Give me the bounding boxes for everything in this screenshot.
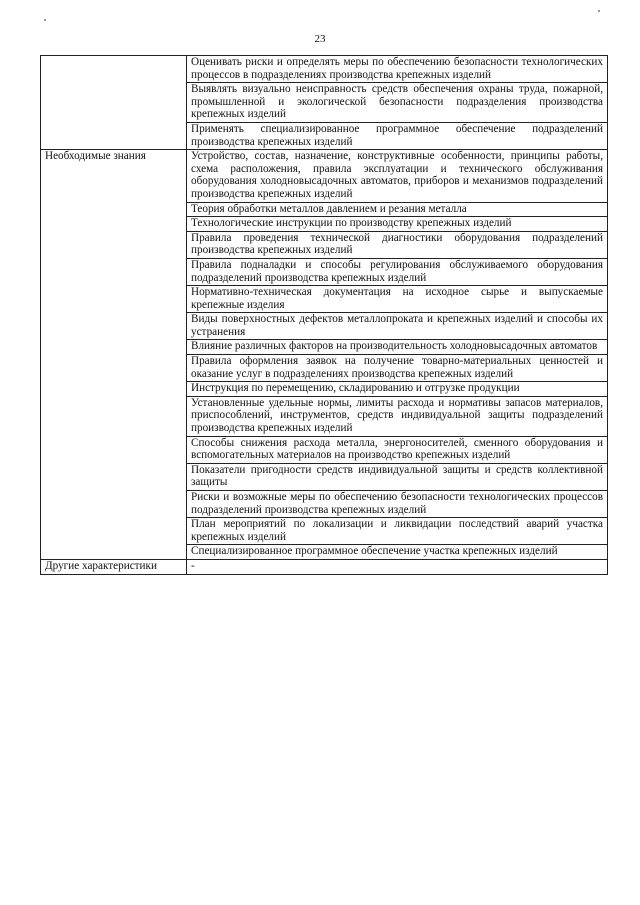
row-content-cell: Специализированное программное обеспечение участка крепежных изделий <box>187 545 608 560</box>
row-label-cell <box>41 436 187 463</box>
row-label-cell <box>41 231 187 258</box>
row-label-cell <box>41 286 187 313</box>
row-label-cell <box>41 382 187 397</box>
row-label-cell <box>41 355 187 382</box>
table-row <box>41 559 608 574</box>
section-label-other-characteristics: Другие характеристики <box>41 559 187 574</box>
row-content-cell: Правила подналадки и способы регулирования обслуживаемого оборудования подразделений производства крепежных изделий <box>187 258 608 285</box>
table-row <box>41 202 608 217</box>
table-row <box>41 382 608 397</box>
row-content-cell: Правила проведения технической диагностики оборудования подразделений производства крепежных изделий <box>187 231 608 258</box>
row-content-cell: Виды поверхностных дефектов металлопроката и крепежных изделий и способы их устранения <box>187 313 608 340</box>
table-row <box>41 545 608 560</box>
scan-dot <box>44 19 46 21</box>
knowledge-table <box>40 55 608 575</box>
table-row <box>41 217 608 232</box>
table-row <box>41 313 608 340</box>
row-label-cell <box>41 396 187 436</box>
table-row <box>41 83 608 123</box>
table-row <box>41 396 608 436</box>
row-content-cell: Способы снижения расхода металла, энергоносителей, сменного оборудования и вспомогательных материалов на производство крепежных изделий <box>187 436 608 463</box>
row-label-cell <box>41 217 187 232</box>
row-content-cell: Риски и возможные меры по обеспечению безопасности технологических процессов подразделений производства крепежных изделий <box>187 491 608 518</box>
row-content-cell: Инструкция по перемещению, складированию и отгрузке продукции <box>187 382 608 397</box>
row-content-cell: Показатели пригодности средств индивидуальной защиты и средств коллективной защиты <box>187 463 608 490</box>
scan-dot <box>598 10 600 12</box>
table-row <box>41 340 608 355</box>
row-content-cell: Оценивать риски и определять меры по обеспечению безопасности технологических процессов в подразделениях производства крепежных изделий <box>187 56 608 83</box>
table-row <box>41 122 608 149</box>
row-label-cell <box>41 545 187 560</box>
row-label-cell <box>41 56 187 83</box>
table-row <box>41 491 608 518</box>
row-label-cell <box>41 202 187 217</box>
page-number: 23 <box>314 33 326 45</box>
row-content-cell: План мероприятий по локализации и ликвидации последствий аварий участка крепежных изделий <box>187 518 608 545</box>
table-row <box>41 436 608 463</box>
table-row <box>41 518 608 545</box>
table-row <box>41 355 608 382</box>
row-content-cell: Нормативно-техническая документация на исходное сырье и выпускаемые крепежные изделия <box>187 286 608 313</box>
row-label-cell <box>41 122 187 149</box>
table-row <box>41 463 608 490</box>
row-label-cell <box>41 491 187 518</box>
row-label-cell <box>41 463 187 490</box>
table-row <box>41 56 608 83</box>
row-label-cell <box>41 518 187 545</box>
table-row <box>41 286 608 313</box>
section-label-required-knowledge: Необходимые знания <box>41 150 187 202</box>
row-content-cell: Применять специализированное программное обеспечение подразделений производства крепежных изделий <box>187 122 608 149</box>
table-row <box>41 231 608 258</box>
row-content-cell: Устройство, состав, назначение, конструктивные особенности, принципы работы, схема расположения, правила эксплуатации и технического обслуживания оборудования холодновысадочных автоматов, приборов и механизмов подразделений производства крепежных изделий <box>187 150 608 202</box>
row-label-cell <box>41 83 187 123</box>
row-label-cell <box>41 340 187 355</box>
row-content-cell: - <box>187 559 608 574</box>
row-label-cell <box>41 313 187 340</box>
row-content-cell: Правила оформления заявок на получение товарно-материальных ценностей и оказание услуг в подразделениях производства крепежных изделий <box>187 355 608 382</box>
row-content-cell: Теория обработки металлов давлением и резания металла <box>187 202 608 217</box>
table-row <box>41 150 608 202</box>
table-row <box>41 258 608 285</box>
row-content-cell: Технологические инструкции по производству крепежных изделий <box>187 217 608 232</box>
row-content-cell: Влияние различных факторов на производительность холодновысадочных автоматов <box>187 340 608 355</box>
row-label-cell <box>41 258 187 285</box>
row-content-cell: Выявлять визуально неисправность средств обеспечения охраны труда, пожарной, промышленной и экологической безопасности подразделения производства крепежных изделий <box>187 83 608 123</box>
row-content-cell: Установленные удельные нормы, лимиты расхода и нормативы запасов материалов, приспособлений, инструментов, средств индивидуальной защиты подразделений производства крепежных изделий <box>187 396 608 436</box>
